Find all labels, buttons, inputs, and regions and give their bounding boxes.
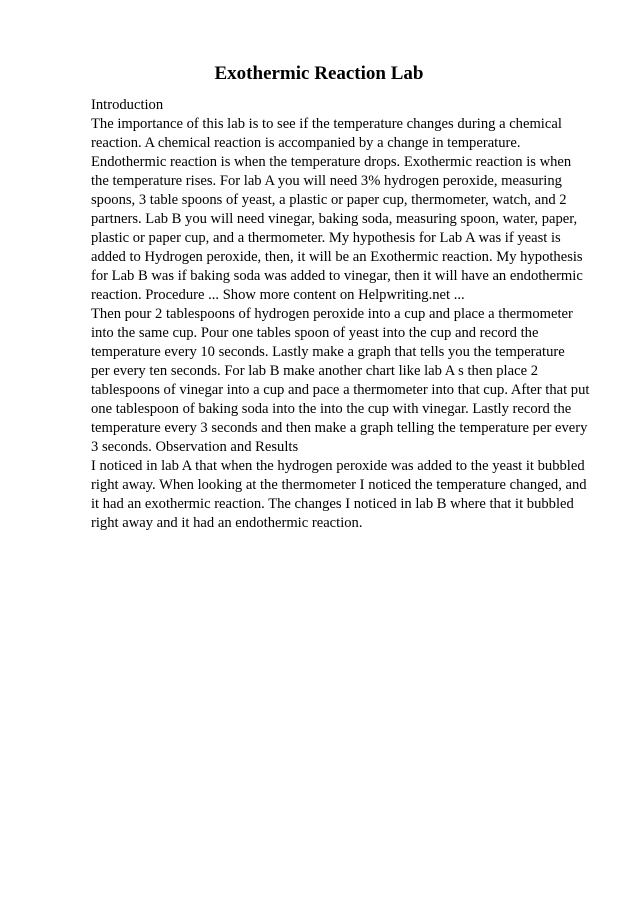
body-line: the temperature rises. For lab A you will need 3% hydrogen peroxide, measuring xyxy=(91,173,562,189)
body-line: Endothermic reaction is when the temperature drops. Exothermic reaction is when xyxy=(91,154,572,170)
body-line: right away and it had an endothermic reaction. xyxy=(91,515,363,531)
body-line: for Lab B was if baking soda was added to vinegar, then it will have an endothermic xyxy=(91,268,583,284)
body-line: it had an exothermic reaction. The changes I noticed in lab B where that it bubbled xyxy=(91,496,574,512)
body-line: Then pour 2 tablespoons of hydrogen peroxide into a cup and place a thermometer xyxy=(91,306,573,322)
body-line: reaction. Procedure ... Show more content on Helpwriting.net ... xyxy=(91,287,465,303)
body-line: 3 seconds. Observation and Results xyxy=(91,439,299,455)
body-line: Introduction xyxy=(91,97,164,113)
body-line: plastic or paper cup, and a thermometer. My hypothesis for Lab A was if yeast is xyxy=(91,230,561,246)
body-line: per every ten seconds. For lab B make another chart like lab A s then place 2 xyxy=(91,363,538,379)
document-body xyxy=(91,96,597,533)
body-line: temperature every 10 seconds. Lastly make a graph that tells you the temperature xyxy=(91,344,565,360)
body-line: The importance of this lab is to see if the temperature changes during a chemical xyxy=(91,116,562,132)
body-line: one tablespoon of baking soda into the into the cup with vinegar. Lastly record the xyxy=(91,401,572,417)
body-line: I noticed in lab A that when the hydrogen peroxide was added to the yeast it bubbled xyxy=(91,458,585,474)
body-line: reaction. A chemical reaction is accompanied by a change in temperature. xyxy=(91,135,521,151)
body-line: into the same cup. Pour one tables spoon of yeast into the cup and record the xyxy=(91,325,539,341)
body-line: tablespoons of vinegar into a cup and pace a thermometer into that cup. After that put xyxy=(91,382,590,398)
document-title: Exothermic Reaction Lab xyxy=(214,63,424,84)
body-line: partners. Lab B you will need vinegar, baking soda, measuring spoon, water, paper, xyxy=(91,211,578,227)
body-line: right away. When looking at the thermometer I noticed the temperature changed, and xyxy=(91,477,587,493)
body-line: spoons, 3 table spoons of yeast, a plastic or paper cup, thermometer, watch, and 2 xyxy=(91,192,567,208)
body-line: temperature every 3 seconds and then make a graph telling the temperature per every xyxy=(91,420,588,436)
body-line: added to Hydrogen peroxide, then, it will be an Exothermic reaction. My hypothesis xyxy=(91,249,583,265)
